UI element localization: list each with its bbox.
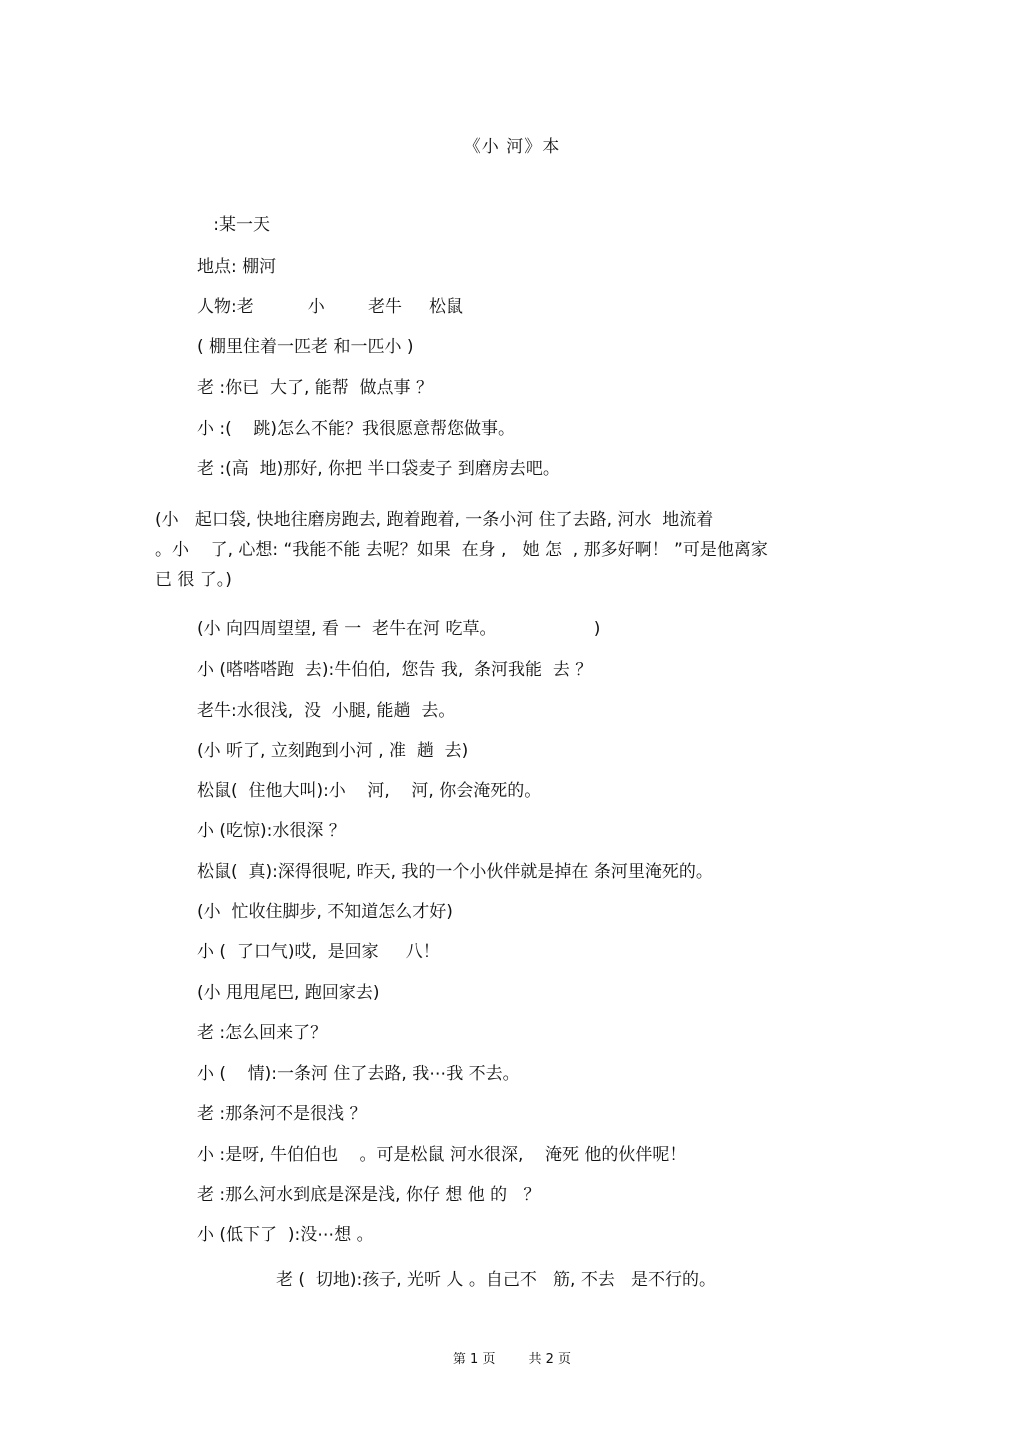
text-line-stage-direction: ( 棚里住着一匹老 和一匹小 ) — [197, 337, 414, 357]
text-line-dialogue: 小 (嗒嗒嗒跑 去):牛伯伯, 您告 我, 条河我能 去 ？ — [197, 660, 593, 680]
narrative-paragraph: (小 起口袋, 快地往磨房跑去, 跑着跑着, 一条小河 住了去路, 河水 地流着 。小 了, 心想: “我能不能 去呢？如果 在身 , 她 怎 , 那多好啊！ ”可是他离家 已 很 了。) — [155, 510, 768, 590]
text-line-dialogue: 小 :( 跳)怎么不能？我很愿意帮您做事。 — [197, 419, 516, 439]
text-line-dialogue: 老 :那么河水到底是深是浅, 你仔 想 他 的 ？ — [197, 1185, 541, 1205]
text-line-stage-direction: (小 听了, 立刻跑到小河 , 准 趟 去) — [197, 741, 469, 761]
text-line-dialogue: 老 :你已 大了, 能帮 做点事 ？ — [197, 378, 433, 398]
text-line-dialogue: 小 (低下了 ):没⋯想 。 — [197, 1225, 374, 1245]
text-line-dialogue: 松鼠( 住他大叫):小 河, 河, 你会淹死的。 — [197, 781, 542, 801]
text-line-place: 地点: 棚河 — [197, 257, 277, 277]
text-line-stage-direction: (小 忙收住脚步, 不知道怎么才好) — [197, 902, 453, 922]
text-line-dialogue: 松鼠( 真):深得很呢, 昨天, 我的一个小伙伴就是掉在 条河里淹死的。 — [197, 862, 713, 882]
text-line-time: :某一天 — [197, 215, 270, 235]
text-line-dialogue: 老牛:水很浅, 没 小腿, 能趟 去。 — [197, 701, 456, 721]
text-line-characters: 人物:老 小 老牛 松鼠 — [197, 297, 464, 317]
text-line-stage-direction: (小 甩甩尾巴, 跑回家去) — [197, 983, 380, 1003]
text-line-dialogue: 小 ( 情):一条河 住了去路, 我⋯我 不去。 — [197, 1064, 520, 1084]
text-line-dialogue: 老 :(高 地)那好, 你把 半口袋麦子 到磨房去吧。 — [197, 459, 560, 479]
closing-line: 老 ( 切地):孩子, 光听 人 。自己不 筋, 不去 是不行的。 — [276, 1270, 717, 1290]
text-line-dialogue: 老 :那条河不是很浅 ？ — [197, 1104, 367, 1124]
text-line-dialogue: 小 ( 了口气)哎, 是回家 八！ — [197, 942, 440, 962]
text-line-stage-direction: (小 向四周望望, 看 一 老牛在河 吃草。 ) — [197, 619, 601, 639]
page-footer: 第 1 页 共 2 页 — [452, 1352, 572, 1367]
text-line-dialogue: 小 (吃惊):水很深 ？ — [197, 821, 346, 841]
text-line-dialogue: 老 :怎么回来了？ — [197, 1023, 328, 1043]
page-title: 《小 河》本 — [463, 137, 561, 157]
text-line-dialogue: 小 :是呀, 牛伯伯也 。可是松鼠 河水很深, 淹死 他的伙伴呢！ — [197, 1145, 687, 1165]
